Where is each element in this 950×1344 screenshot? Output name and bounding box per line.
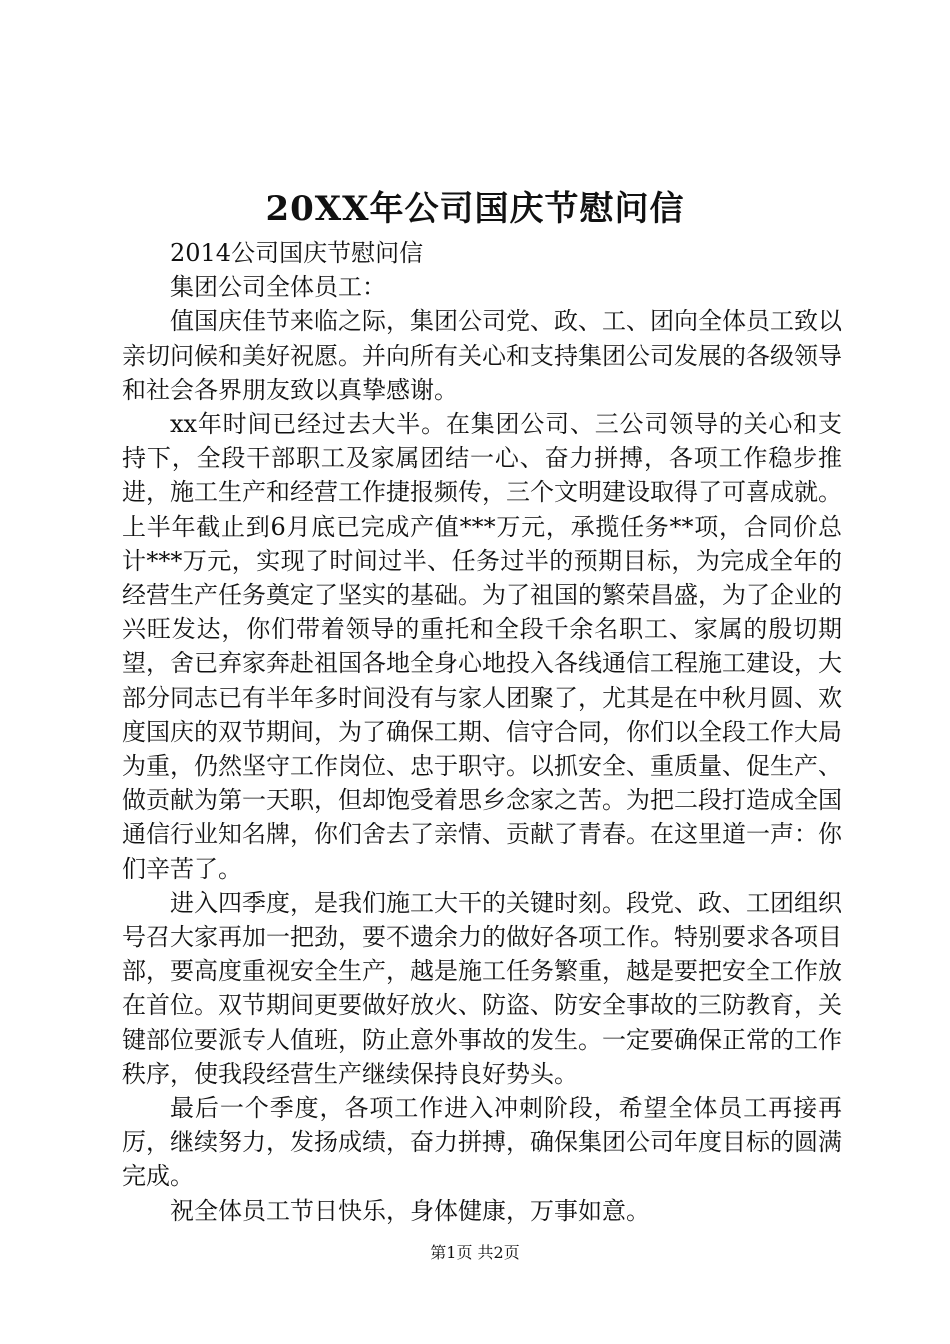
page-number-footer: 第1页 共2页 (430, 1243, 520, 1262)
paragraph-achievements: xx年时间已经过去大半。在集团公司、三公司领导的关心和支持下，全段干部职工及家属团结一心、奋力拼搏，各项工作稳步推进，施工生产和经营工作捷报频传，三个文明建设取得了可喜成就。上半年截止到6月底已完成产值***万元，承揽任务**项，合同价总计***万元，实现了时间过半、任务过半的预期目标，为完成全年的经营生产任务奠定了坚实的基础。为了祖国的繁荣昌盛，为了企业的兴旺发达，你们带着领导的重托和全段千余名职工、家属的殷切期望，舍已弃家奔赴祖国各地全身心地投入各线通信工程施工建设，大部分同志已有半年多时间没有与家人团聚了，尤其是在中秋月圆、欢度国庆的双节期间，为了确保工期、信守合同，你们以全段工作大局为重，仍然坚守工作岗位、忠于职守。以抓安全、重质量、促生产、做贡献为第一天职，但却饱受着思乡念家之苦。为把二段打造成全国通信行业知名牌，你们舍去了亲情、贡献了青春。在这里道一声：你们辛苦了。 (122, 410, 842, 883)
paragraph-subtitle: 2014公司国庆节慰问信 (170, 239, 424, 267)
paragraph-final-quarter: 最后一个季度，各项工作进入冲刺阶段，希望全体员工再接再厉，继续努力，发扬成绩，奋力拼搏，确保集团公司年度目标的圆满完成。 (122, 1094, 842, 1191)
document-body (122, 236, 842, 1228)
paragraph-closing-wishes: 祝全体员工节日快乐，身体健康，万事如意。 (170, 1196, 650, 1225)
paragraph-fourth-quarter: 进入四季度，是我们施工大干的关键时刻。段党、政、工团组织号召大家再加一把劲，要不遗余力的做好各项工作。特别要求各项目部，要高度重视安全生产，越是施工任务繁重，越是要把安全工作放在首位。双节期间更要做好放火、防盗、防安全事故的三防教育，关键部位要派专人值班，防止意外事故的发生。一定要确保正常的工作秩序，使我段经营生产继续保持良好势头。 (122, 888, 842, 1088)
paragraph-salutation: 集团公司全体员工： (170, 273, 386, 302)
paragraph-greeting: 值国庆佳节来临之际，集团公司党、政、工、团向全体员工致以亲切问候和美好祝愿。并向所有关心和支持集团公司发展的各级领导和社会各界朋友致以真挚感谢。 (122, 307, 842, 404)
document-title: 20XX年公司国庆节慰问信 (265, 189, 685, 229)
